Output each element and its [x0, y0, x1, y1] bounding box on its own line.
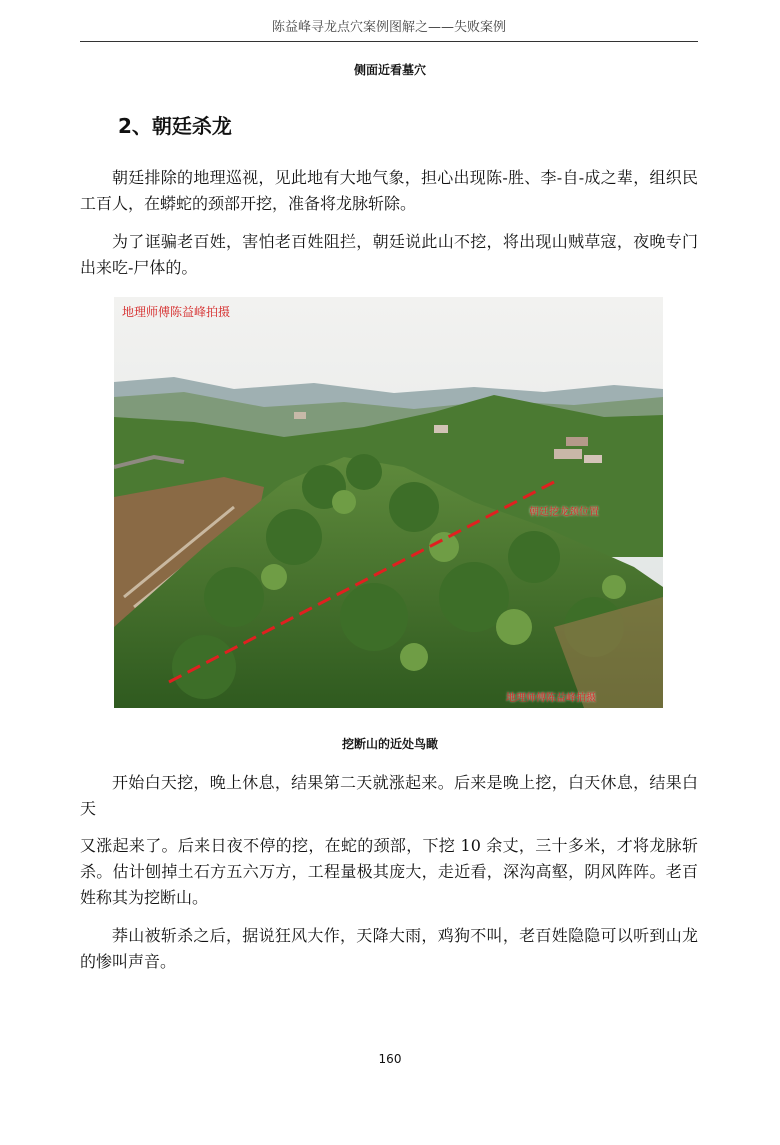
photo-watermark: 地理师傅陈益峰拍摄 — [122, 305, 231, 319]
caption-top: 侧面近看墓穴 — [353, 63, 426, 77]
aerial-photo — [114, 297, 663, 708]
photo-caption: 挖断山的近处鸟瞰 — [341, 737, 438, 751]
paragraph-2: 为了诓骗老百姓，害怕老百姓阻拦，朝廷说此山不挖，将出现山贼草寇，夜晚专门出来吃-尸体的。 — [80, 232, 698, 277]
paragraph-1: 朝廷排除的地理巡视，见此地有大地气象，担心出现陈-胜、李-自-成之辈，组织民工百人，在蟒蛇的颈部开挖，准备将龙脉斩除。 — [80, 168, 698, 213]
photo-label-mid: 朝廷挖龙颈位置 — [529, 507, 599, 518]
paragraph-4: 又涨起来了。后来日夜不停的挖，在蛇的颈部，下挖 10 余丈，三十多米，才将龙脉斩杀。估计刨掉土石方五六万方，工程量极其庞大，走近看，深沟高壑，阴风阵阵。老百姓称其为挖断山。 — [80, 836, 698, 907]
page-number: 160 — [378, 1052, 402, 1066]
section-title: 2、朝廷杀龙 — [118, 114, 232, 138]
photo-label-bottom: 地理师傅陈益峰拍摄 — [506, 693, 596, 704]
running-header: 陈益峰寻龙点穴案例图解之——失败案例 — [80, 16, 698, 42]
paragraph-5: 莽山被斩杀之后，据说狂风大作，天降大雨，鸡狗不叫，老百姓隐隐可以听到山龙的惨叫声音。 — [80, 926, 698, 971]
paragraph-3: 开始白天挖，晚上休息，结果第二天就涨起来。后来是晚上挖，白天休息，结果白天 — [80, 773, 698, 818]
